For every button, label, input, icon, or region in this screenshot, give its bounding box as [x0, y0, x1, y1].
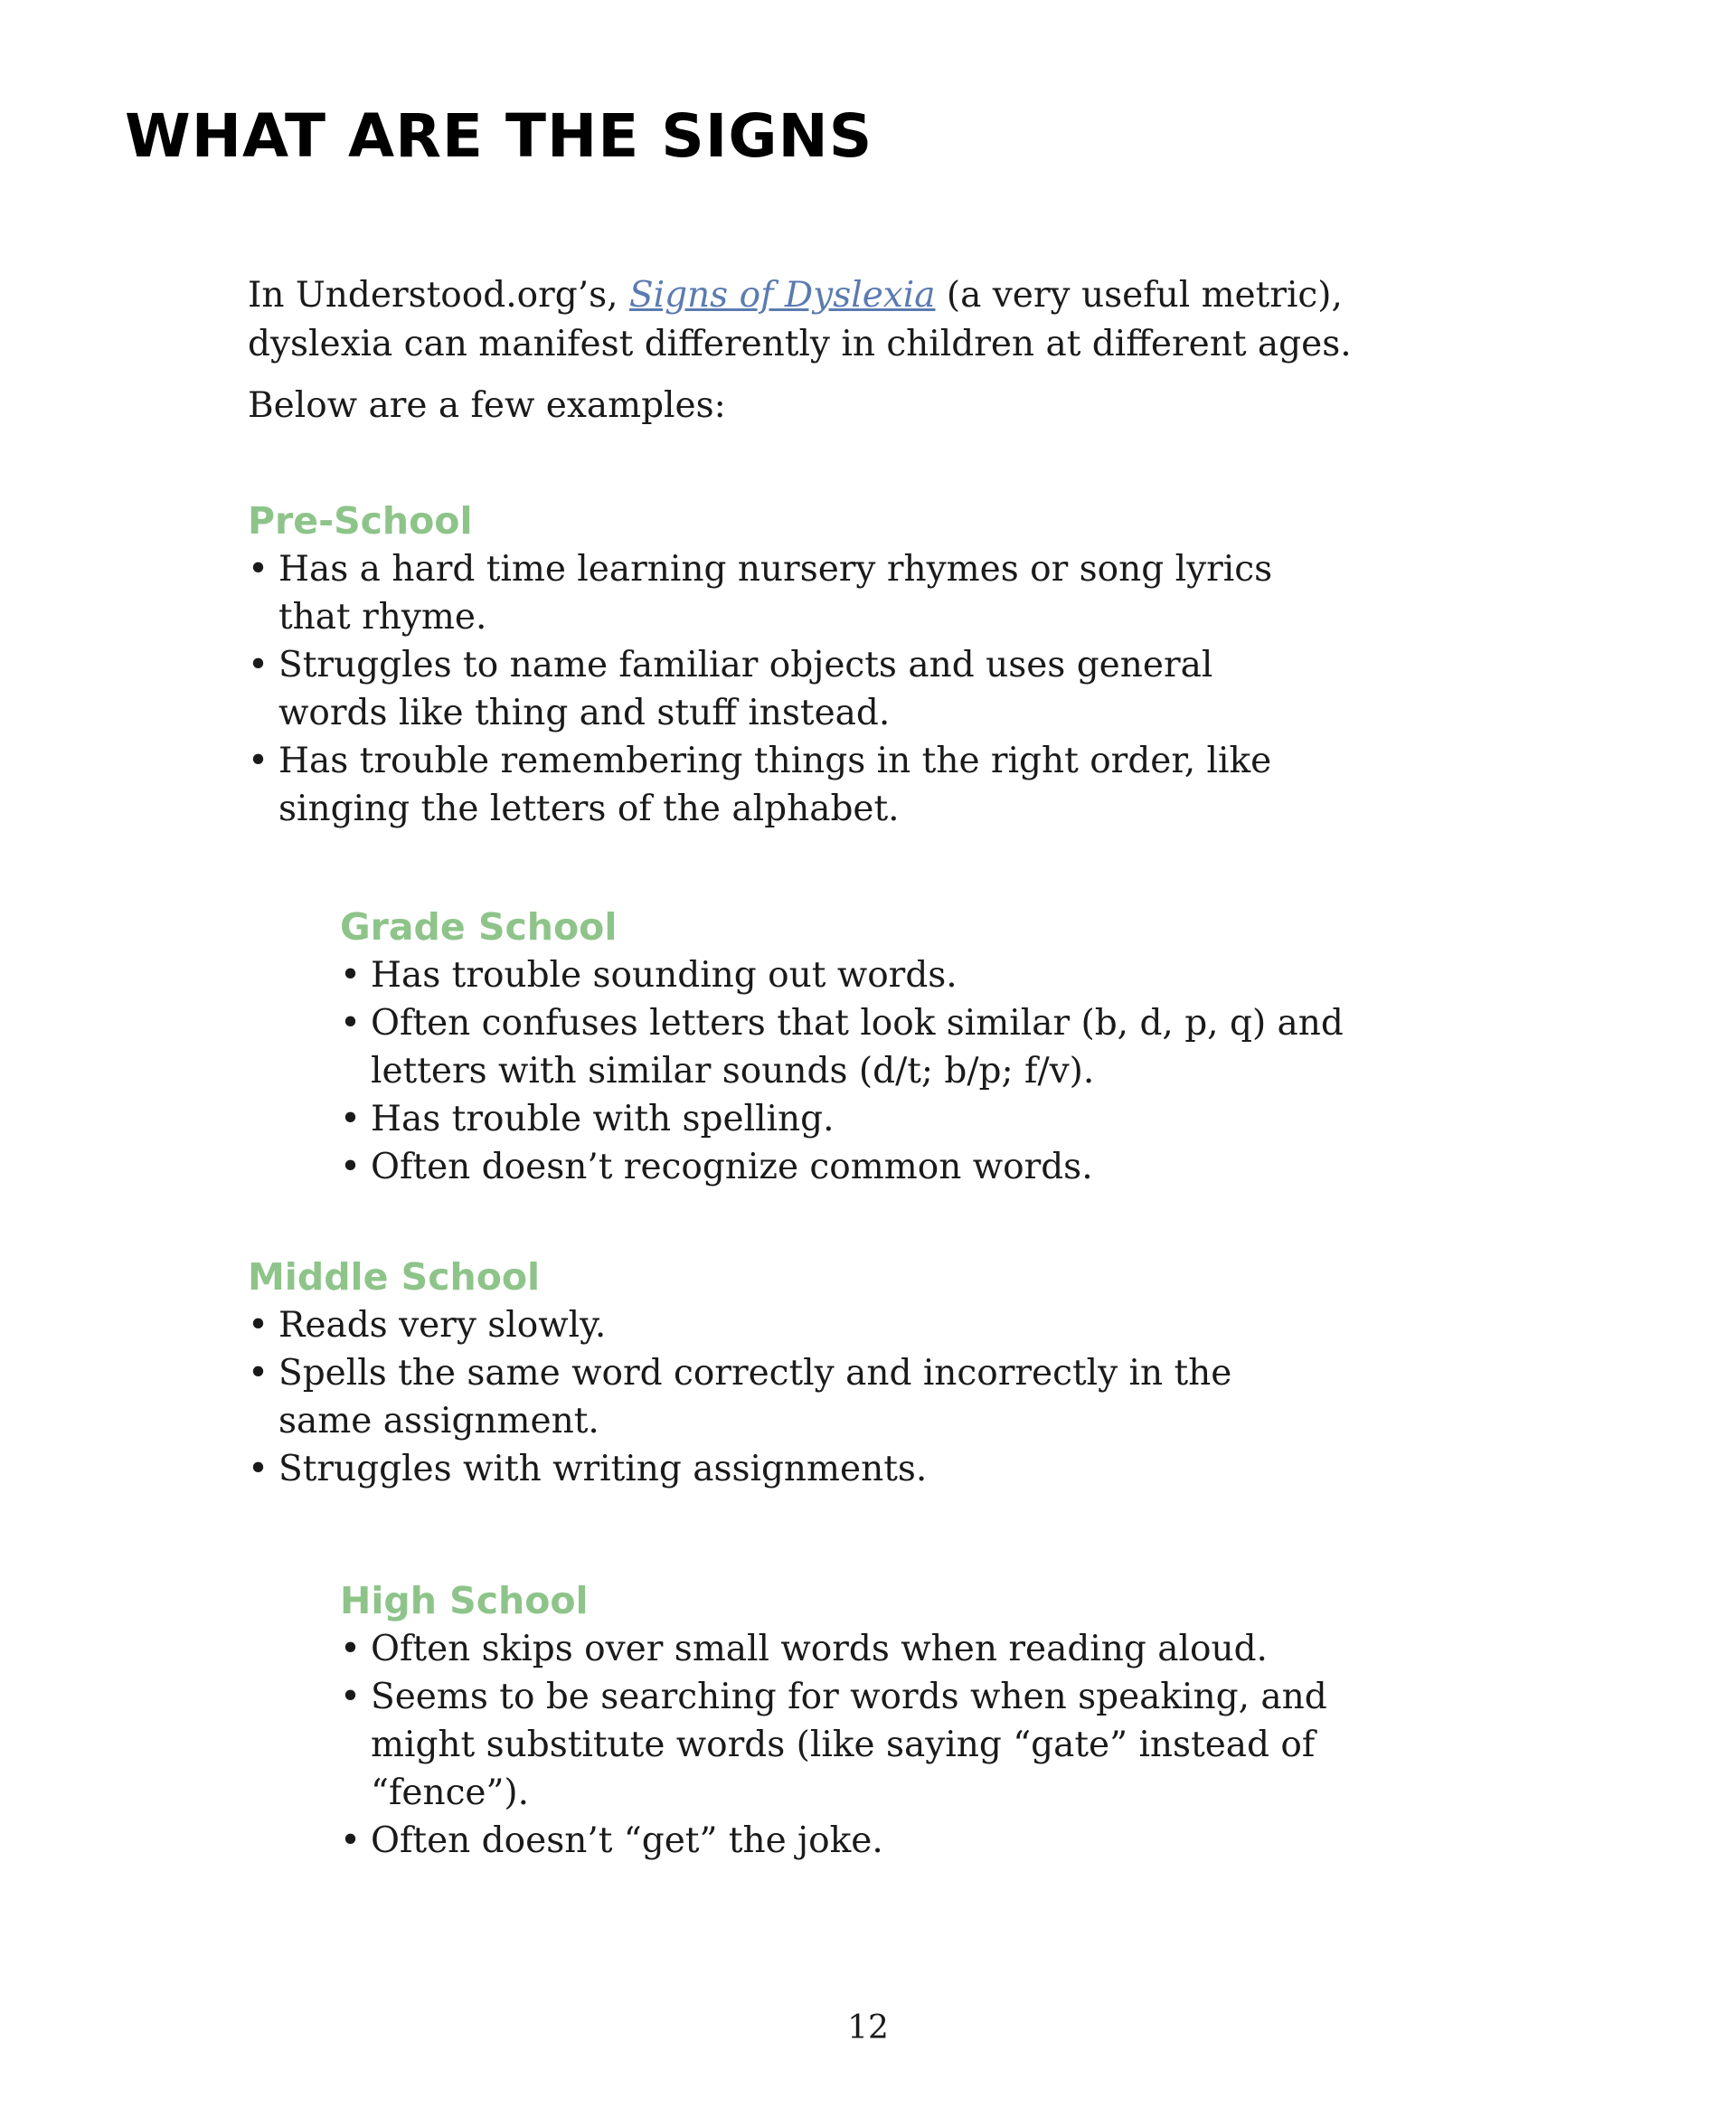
- list-item: [340, 1095, 1425, 1143]
- list-item-text: Struggles to name familiar objects and uses general words like thing and stuff instead.: [278, 645, 1213, 733]
- list-item: [248, 641, 1333, 737]
- bullet-icon: •: [340, 1629, 362, 1669]
- signs-of-dyslexia-link[interactable]: Signs of Dyslexia: [628, 275, 936, 316]
- list-item-text: Spells the same word correctly and incorrectly in the same assignment.: [278, 1353, 1232, 1442]
- bullet-icon: •: [340, 955, 362, 996]
- bullet-icon: •: [340, 1677, 362, 1717]
- list-item-text: Struggles with writing assignments.: [278, 1449, 928, 1489]
- bullet-icon: •: [248, 549, 269, 590]
- list-item-text: Has a hard time learning nursery rhymes or song lyrics that rhyme.: [278, 549, 1273, 638]
- bullet-icon: •: [340, 1003, 362, 1044]
- bullet-icon: •: [248, 741, 269, 781]
- list-item: [248, 545, 1333, 641]
- bullet-icon: •: [340, 1820, 362, 1861]
- intro-paragraph: [248, 271, 1396, 369]
- list-item: [340, 999, 1425, 1095]
- list-item-text: Often skips over small words when reading aloud.: [371, 1629, 1268, 1669]
- page-title: WHAT ARE THE SIGNS: [125, 101, 873, 171]
- list-item: [248, 1301, 1333, 1349]
- section-pre-school: [248, 496, 1333, 833]
- intro-text: [248, 271, 1396, 430]
- section-heading-grade-school: Grade School: [340, 905, 618, 949]
- list-item-text: Reads very slowly.: [278, 1305, 607, 1346]
- list-item: [340, 1143, 1425, 1191]
- bullet-icon: •: [248, 1353, 269, 1394]
- section-grade-school: [340, 903, 1425, 1191]
- list-item: [248, 1445, 1333, 1493]
- page-number: 12: [847, 2009, 889, 2047]
- list-item-text: Seems to be searching for words when speaking, and might substitute words (like saying “gate” instead of “fence”).: [371, 1677, 1327, 1813]
- intro-examples-line: Below are a few examples:: [248, 385, 726, 426]
- bullet-icon: •: [248, 645, 269, 685]
- grade-school-list: [340, 951, 1425, 1191]
- list-item: [340, 1625, 1425, 1673]
- list-item: [248, 737, 1333, 833]
- list-item: [340, 1673, 1425, 1817]
- list-item: [248, 1349, 1333, 1445]
- middle-school-list: [248, 1301, 1333, 1493]
- bullet-icon: •: [248, 1449, 269, 1489]
- section-high-school: [340, 1576, 1425, 1865]
- list-item: [340, 1817, 1425, 1865]
- section-middle-school: [248, 1253, 1333, 1493]
- bullet-icon: •: [248, 1305, 269, 1346]
- list-item-text: Often doesn’t “get” the joke.: [371, 1820, 883, 1861]
- list-item-text: Has trouble with spelling.: [371, 1099, 835, 1139]
- list-item-text: Often doesn’t recognize common words.: [371, 1147, 1093, 1187]
- bullet-icon: •: [340, 1099, 362, 1139]
- section-heading-high-school: High School: [340, 1579, 589, 1622]
- section-heading-middle-school: Middle School: [248, 1255, 541, 1299]
- pre-school-list: [248, 545, 1333, 833]
- section-heading-pre-school: Pre-School: [248, 499, 473, 543]
- intro-before-link: In Understood.org’s,: [248, 275, 629, 316]
- list-item-text: Has trouble remembering things in the right order, like singing the letters of the alphabet.: [278, 741, 1272, 829]
- high-school-list: [340, 1625, 1425, 1865]
- intro-after-link: (a very useful metric), dyslexia can manifest differently in children at different ages.: [248, 275, 1352, 364]
- list-item-text: Has trouble sounding out words.: [371, 955, 958, 996]
- bullet-icon: •: [340, 1147, 362, 1187]
- list-item-text: Often confuses letters that look similar (b, d, p, q) and letters with similar sounds (d/t; b/p; f/v).: [371, 1003, 1344, 1092]
- list-item: [340, 951, 1425, 999]
